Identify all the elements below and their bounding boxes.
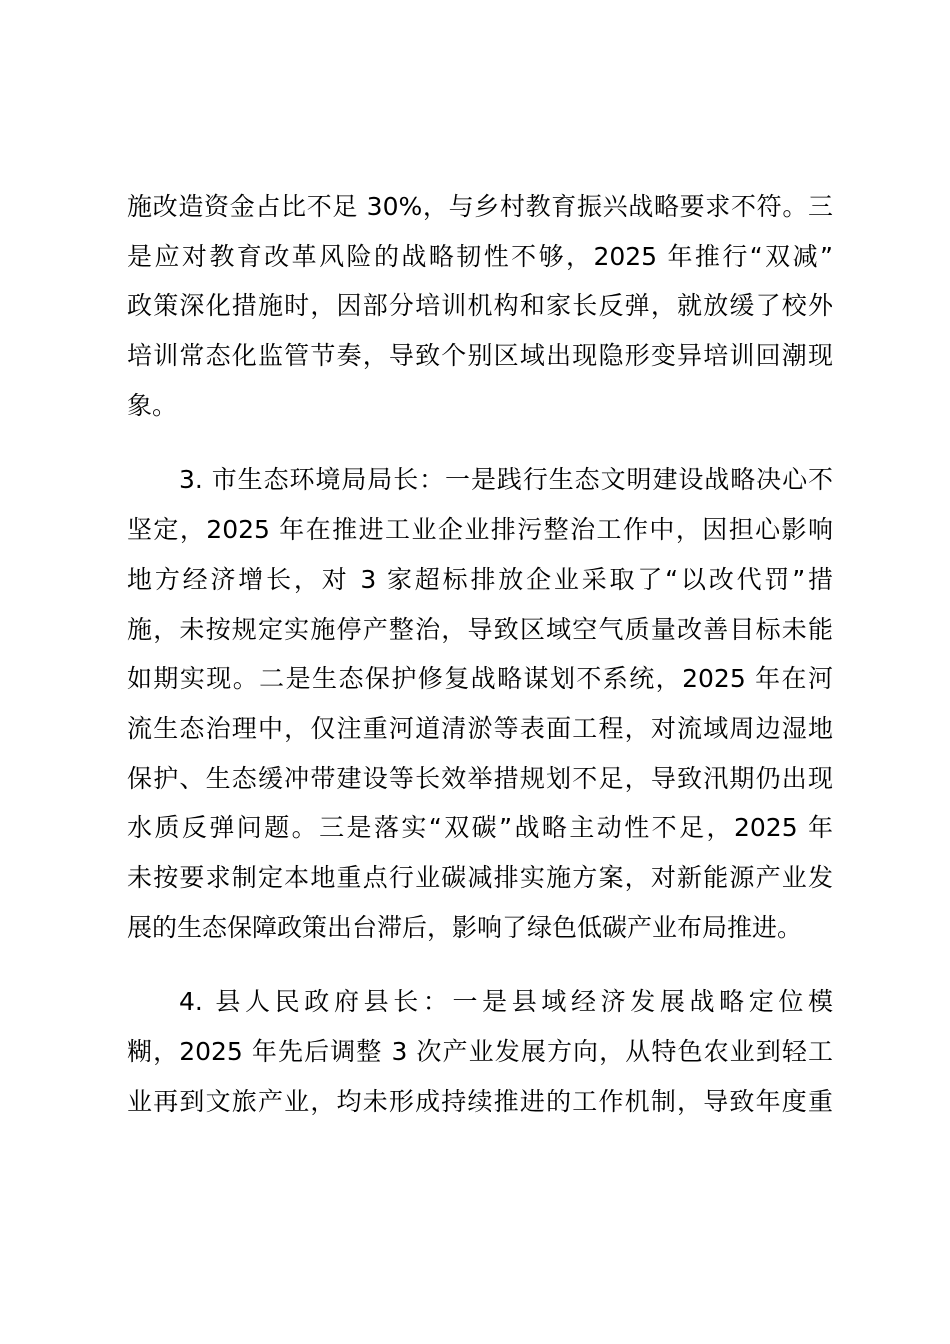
paragraph-spacer (127, 952, 833, 977)
text-line: 施改造资金占比不足 30%，与乡村教育振兴战略要求不符。三 (127, 192, 833, 221)
paragraph-item-3 (127, 455, 833, 952)
text-line: 4. 县人民政府县长：一是县域经济发展战略定位模 (179, 987, 833, 1017)
text-line: 流生态治理中，仅注重河道清淤等表面工程，对流域周边湿地 (127, 713, 833, 743)
paragraph-continuation (127, 182, 833, 430)
paragraph-item-4 (127, 977, 833, 1126)
text-line: 未按要求制定本地重点行业碳减排实施方案，对新能源产业发 (127, 862, 833, 892)
text-line: 水质反弹问题。三是落实“双碳”战略主动性不足，2025 年 (127, 813, 833, 843)
text-line: 3. 市生态环境局局长：一是践行生态文明建设战略决心不 (179, 465, 833, 495)
document-page (127, 182, 833, 1126)
text-line: 糊，2025 年先后调整 3 次产业发展方向，从特色农业到轻工 (127, 1037, 833, 1066)
text-line: 是应对教育改革风险的战略韧性不够，2025 年推行“双减” (127, 241, 833, 271)
text-line: 地方经济增长，对 3 家超标排放企业采取了“以改代罚”措 (127, 564, 833, 594)
text-line: 展的生态保障政策出台滞后，影响了绿色低碳产业布局推进。 (127, 912, 803, 942)
text-line: 培训常态化监管节奏，导致个别区域出现隐形变异培训回潮现 (127, 341, 833, 371)
text-line: 保护、生态缓冲带建设等长效举措规划不足，导致汛期仍出现 (127, 763, 833, 793)
text-line: 业再到文旅产业，均未形成持续推进的工作机制，导致年度重 (127, 1086, 833, 1116)
text-line: 坚定，2025 年在推进工业企业排污整治工作中，因担心影响 (127, 515, 833, 545)
text-line: 象。 (127, 390, 178, 420)
text-line: 施，未按规定实施停产整治，导致区域空气质量改善目标未能 (127, 614, 833, 644)
text-line: 政策深化措施时，因部分培训机构和家长反弹，就放缓了校外 (127, 291, 833, 321)
paragraph-spacer (127, 430, 833, 455)
text-line: 如期实现。二是生态保护修复战略谋划不系统，2025 年在河 (127, 664, 833, 694)
